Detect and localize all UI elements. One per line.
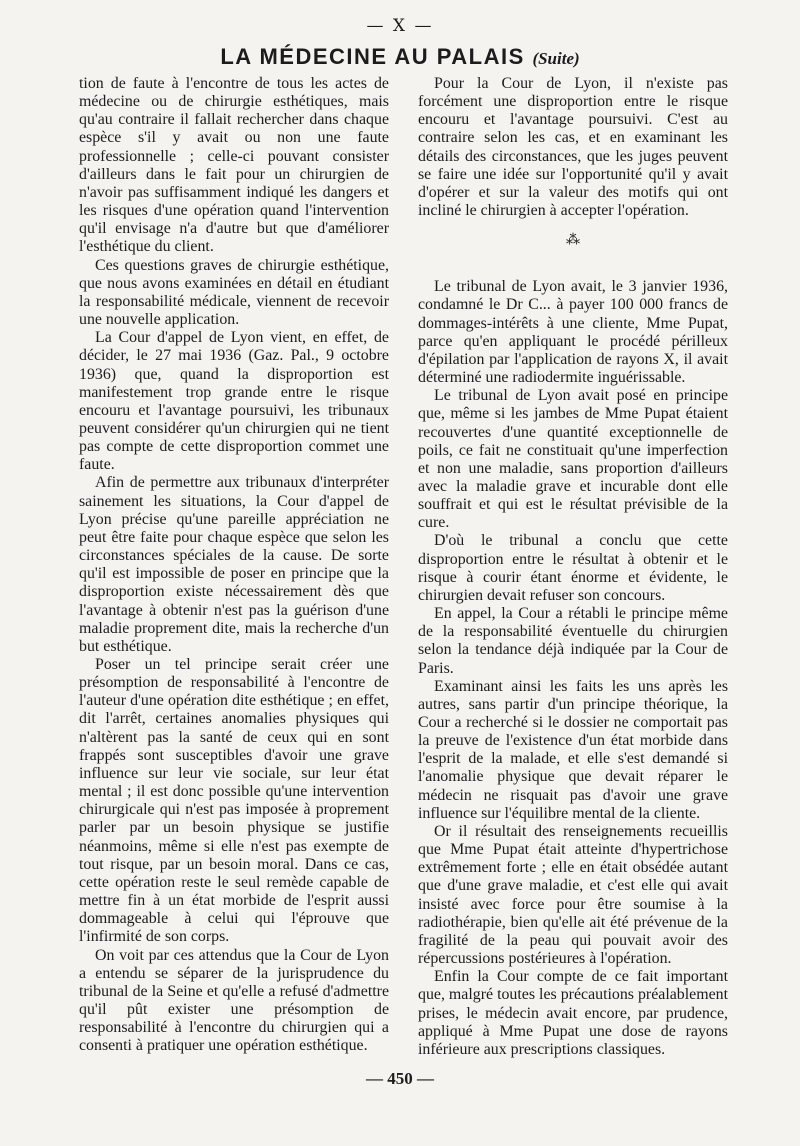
page-header bbox=[0, 44, 800, 70]
page-marker: — X — bbox=[366, 16, 434, 36]
section-separator bbox=[418, 220, 728, 278]
left-column bbox=[79, 75, 389, 1055]
right-column bbox=[418, 75, 728, 1059]
header-suite: (Suite) bbox=[532, 49, 580, 68]
asterism-glyph: ⁂ bbox=[566, 233, 580, 249]
paragraph: Afin de permettre aux tribunaux d'interpréter sainement les situations, la Cour d'appel de Lyon précise qu'une pareille appréciation ne peut être faite pour chaque espèce que selon les circonstances spéciales de la cause. De sorte qu'il est impossible de poser en principe que la disproportion existe nécessairement dès que l'avantage à obtenir n'est pas la guérison d'une maladie proprement dite, mais la recherche d'un but esthétique. bbox=[79, 474, 389, 655]
page-number: — 450 — bbox=[366, 1069, 434, 1088]
paragraph: En appel, la Cour a rétabli le principe même de la responsabilité éventuelle du chirurgien selon la tendance déjà indiquée par la Cour de Paris. bbox=[418, 605, 728, 677]
paragraph: Le tribunal de Lyon avait posé en principe que, même si les jambes de Mme Pupat étaient recouvertes d'une quantité exceptionnelle de poils, ce fait ne constituait qu'une imperfection et non une maladie, sans proportion d'ailleurs avec la maladie grave et incurable dont elle souffrait et qui est le résultat prévisible de la cure. bbox=[418, 387, 728, 532]
paragraph: Le tribunal de Lyon avait, le 3 janvier 1936, condamné le Dr C... à payer 100 000 francs de dommages-intérêts à une cliente, Mme Pupat, parce qu'en appliquant le procédé périlleux d'épilation par l'application de rayons X, il avait déterminé une radiodermite inguérissable. bbox=[418, 278, 728, 387]
paragraph: Ces questions graves de chirurgie esthétique, que nous avons examinées en détail en étudiant la responsabilité médicale, viennent de recevoir une nouvelle application. bbox=[79, 256, 389, 329]
paragraph: La Cour d'appel de Lyon vient, en effet, de décider, le 27 mai 1936 (Gaz. Pal., 9 octobre 1936) que, quand la disproportion est manifestement trop grande entre le risque encouru et l'avantage poursuivi, les tribunaux peuvent considérer qu'un chirurgien qui ne tient pas compte de cette disproportion commet une faute. bbox=[79, 329, 389, 474]
paragraph: Poser un tel principe serait créer une présomption de responsabilité à l'encontre de l'auteur d'une opération dite esthétique ; en effet, dit l'arrêt, certaines anomalies physiques qui n'altèrent pas la santé de ceux qui en sont frappés sont susceptibles d'avoir une grave influence sur leur vie sociale, sur leur état mental ; il est donc possible qu'une intervention chirurgicale qui n'est pas imposée à proprement parler par un besoin physique se justifie néanmoins, même si elle n'est pas exempte de tout risque, par un besoin moral. Dans ce cas, cette opération reste le seul remède capable de mettre fin à un état morbide de l'esprit aussi dommageable à celui qui l'éprouve que l'infirmité de son corps. bbox=[79, 656, 389, 946]
paragraph: Examinant ainsi les faits les uns après les autres, sans partir d'un principe théorique, la Cour a recherché si le dossier ne comportait pas la preuve de l'existence d'un état morbide dans l'esprit de la malade, et elle s'est demandé si l'anomalie physique que devait réparer le médecin ne risquait pas d'avoir une grave influence sur l'équilibre mental de la cliente. bbox=[418, 677, 728, 822]
paragraph: Enfin la Cour compte de ce fait important que, malgré toutes les précautions préalablement prises, le médecin avait encore, par prudence, appliqué à Mme Pupat une dose de rayons inférieure aux prescriptions classiques. bbox=[418, 968, 728, 1058]
paragraph: D'où le tribunal a conclu que cette disproportion entre le résultat à obtenir et le risque à courir étant énorme et évidente, le chirurgien devait refuser son concours. bbox=[418, 532, 728, 604]
header-title: LA MÉDECINE AU PALAIS bbox=[220, 44, 525, 69]
paragraph: tion de faute à l'encontre de tous les actes de médecine ou de chirurgie esthétiques, mais qu'au contraire il fallait rechercher dans chaque espèce s'il y avait ou non une faute professionnelle ; celle-ci pouvant consister d'ailleurs dans le fait pour un chirurgien de n'avoir pas suffisamment indiqué les dangers et les risques d'une opération quand l'intervention qu'il envisage n'a d'autre but que d'améliorer l'esthétique du client. bbox=[79, 75, 389, 256]
paragraph: Pour la Cour de Lyon, il n'existe pas forcément une disproportion entre le risque encouru et l'avantage poursuivi. C'est au contraire selon les cas, et en examinant les détails des circonstances, que les juges peuvent se faire une idée sur l'opportunité qu'il y avait d'opérer et sur la valeur des motifs qui ont incliné le chirurgien à accepter l'opération. bbox=[418, 75, 728, 220]
paragraph: On voit par ces attendus que la Cour de Lyon a entendu se séparer de la jurisprudence du tribunal de la Seine et qu'elle a refusé d'admettre qu'il pût exister une présomption de responsabilité à l'encontre du chirurgien qui a consenti à pratiquer une opération esthétique. bbox=[79, 946, 389, 1055]
paragraph: Or il résultait des renseignements recueillis que Mme Pupat était atteinte d'hypertrichose extrêmement forte ; elle en était obsédée autant que d'une grave maladie, et c'est elle qui avait insisté avec force pour être soumise à la radiothérapie, bien qu'elle ait été prévenue de la fragilité de la peau qui pouvait avoir des répercussions postérieures à l'opération. bbox=[418, 822, 728, 968]
